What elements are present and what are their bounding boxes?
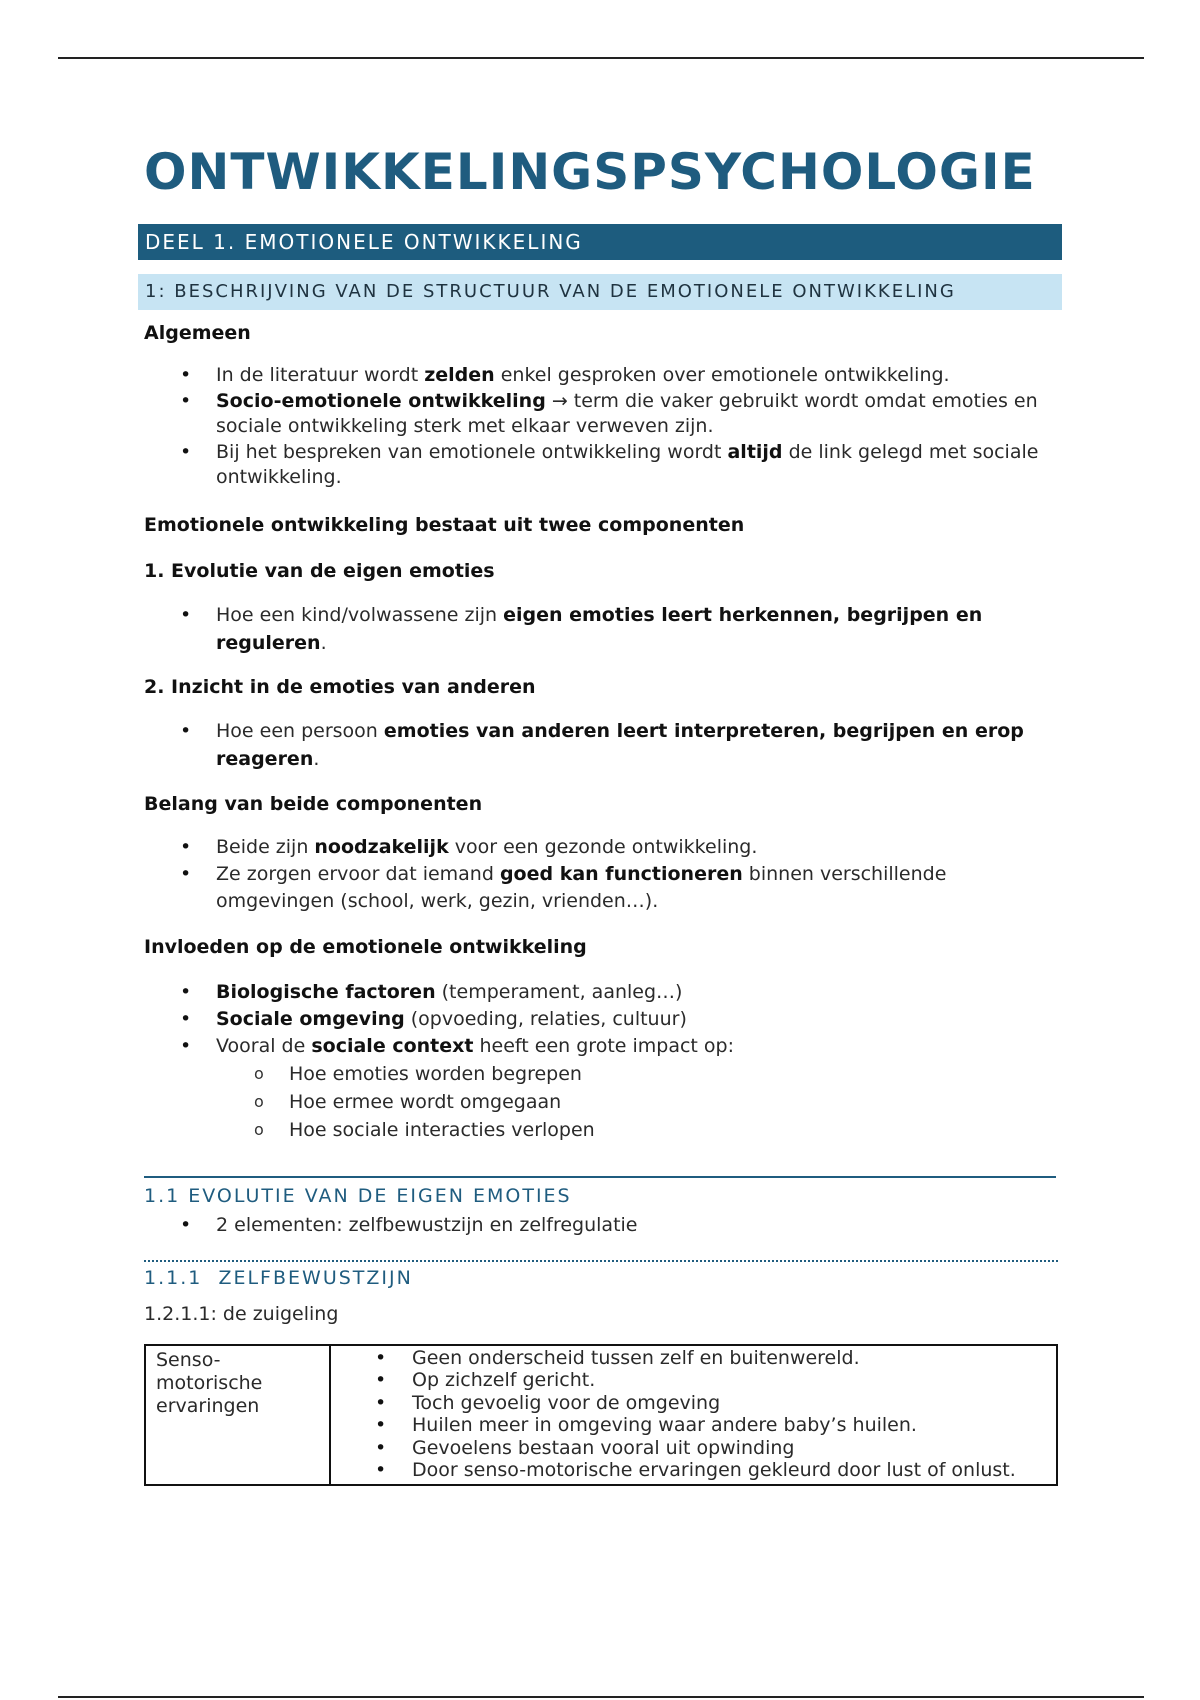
component-2-list — [144, 717, 1062, 773]
list-item: • Biologische factoren (temperament, aanleg…) — [144, 979, 1062, 1006]
table-list-item: • Toch gevoelig voor de omgeving — [331, 1392, 1056, 1415]
belang-list — [144, 834, 1062, 915]
table-list — [331, 1347, 1056, 1482]
list-item: • Vooral de sociale context heeft een grote impact op: — [144, 1033, 1062, 1060]
list-item: • Sociale omgeving (opvoeding, relaties, cultuur) — [144, 1006, 1062, 1033]
list-item: • Bij het bespreken van emotionele ontwikkeling wordt altijd de link gelegd met sociale ontwikkeling. — [144, 440, 1062, 491]
table-list-item: • Geen onderscheid tussen zelf en buitenwereld. — [331, 1347, 1056, 1370]
algemeen-list — [144, 363, 1062, 491]
chapter-heading: 1: BESCHRIJVING VAN DE STRUCTUUR VAN DE EMOTIONELE ONTWIKKELING — [138, 274, 1062, 310]
part-heading: DEEL 1. EMOTIONELE ONTWIKKELING — [138, 224, 1062, 260]
list-item: • Hoe een kind/volwassene zijn eigen emoties leert herkennen, begrijpen en reguleren. — [144, 601, 1062, 657]
zuigeling-table — [144, 1344, 1058, 1486]
table-content-cell — [330, 1345, 1057, 1485]
section-1-1-heading: 1.1 EVOLUTIE VAN DE EIGEN EMOTIES — [144, 1184, 572, 1207]
invloeden-list — [144, 979, 1062, 1060]
belang-heading: Belang van beide componenten — [144, 792, 483, 815]
components-heading: Emotionele ontwikkeling bestaat uit twee componenten — [144, 513, 745, 536]
footer-rule — [58, 1696, 1144, 1698]
sub-list-item: o Hoe ermee wordt omgegaan — [144, 1088, 1062, 1116]
document-page — [144, 140, 1062, 1486]
header-rule — [58, 57, 1144, 59]
section-1-1-1-heading: 1.1.1 ZELFBEWUSTZIJN — [144, 1266, 413, 1289]
table-list-item: • Gevoelens bestaan vooral uit opwinding — [331, 1437, 1056, 1460]
table-row — [145, 1345, 1057, 1485]
invloeden-sublist — [144, 1060, 1062, 1144]
list-item: • In de literatuur wordt zelden enkel gesproken over emotionele ontwikkeling. — [144, 363, 1062, 389]
sub-list-item: o Hoe sociale interacties verlopen — [144, 1116, 1062, 1144]
table-list-item: • Huilen meer in omgeving waar andere baby’s huilen. — [331, 1414, 1056, 1437]
sub-list-item: o Hoe emoties worden begrepen — [144, 1060, 1062, 1088]
component-1-list — [144, 601, 1062, 657]
list-item: • Hoe een persoon emoties van anderen leert interpreteren, begrijpen en erop reageren. — [144, 717, 1062, 773]
list-item: • Socio-emotionele ontwikkeling → term die vaker gebruikt wordt omdat emoties en sociale ontwikkeling sterk met elkaar verweven zijn. — [144, 389, 1062, 440]
algemeen-heading: Algemeen — [144, 322, 251, 344]
list-item: • Ze zorgen ervoor dat iemand goed kan functioneren binnen verschillende omgevingen (school, werk, gezin, vrienden…). — [144, 861, 1062, 915]
table-list-item: • Door senso-motorische ervaringen gekleurd door lust of onlust. — [331, 1459, 1056, 1482]
invloeden-heading: Invloeden op de emotionele ontwikkeling — [144, 935, 587, 958]
document-title: ONTWIKKELINGSPSYCHOLOGIE — [144, 143, 1036, 201]
component-2-heading: 2. Inzicht in de emoties van anderen — [144, 675, 536, 698]
list-item: • 2 elementen: zelfbewustzijn en zelfregulatie — [144, 1212, 1062, 1239]
section-1-1-1-rule — [144, 1260, 1058, 1262]
section-1-1-list — [144, 1212, 1062, 1239]
table-label-cell: Senso-motorische ervaringen — [145, 1345, 330, 1485]
list-item: • Beide zijn noodzakelijk voor een gezonde ontwikkeling. — [144, 834, 1062, 861]
component-1-heading: 1. Evolutie van de eigen emoties — [144, 559, 495, 582]
section-1-1-rule — [144, 1176, 1056, 1178]
table-list-item: • Op zichzelf gericht. — [331, 1369, 1056, 1392]
subsection-label: 1.2.1.1: de zuigeling — [144, 1302, 339, 1325]
